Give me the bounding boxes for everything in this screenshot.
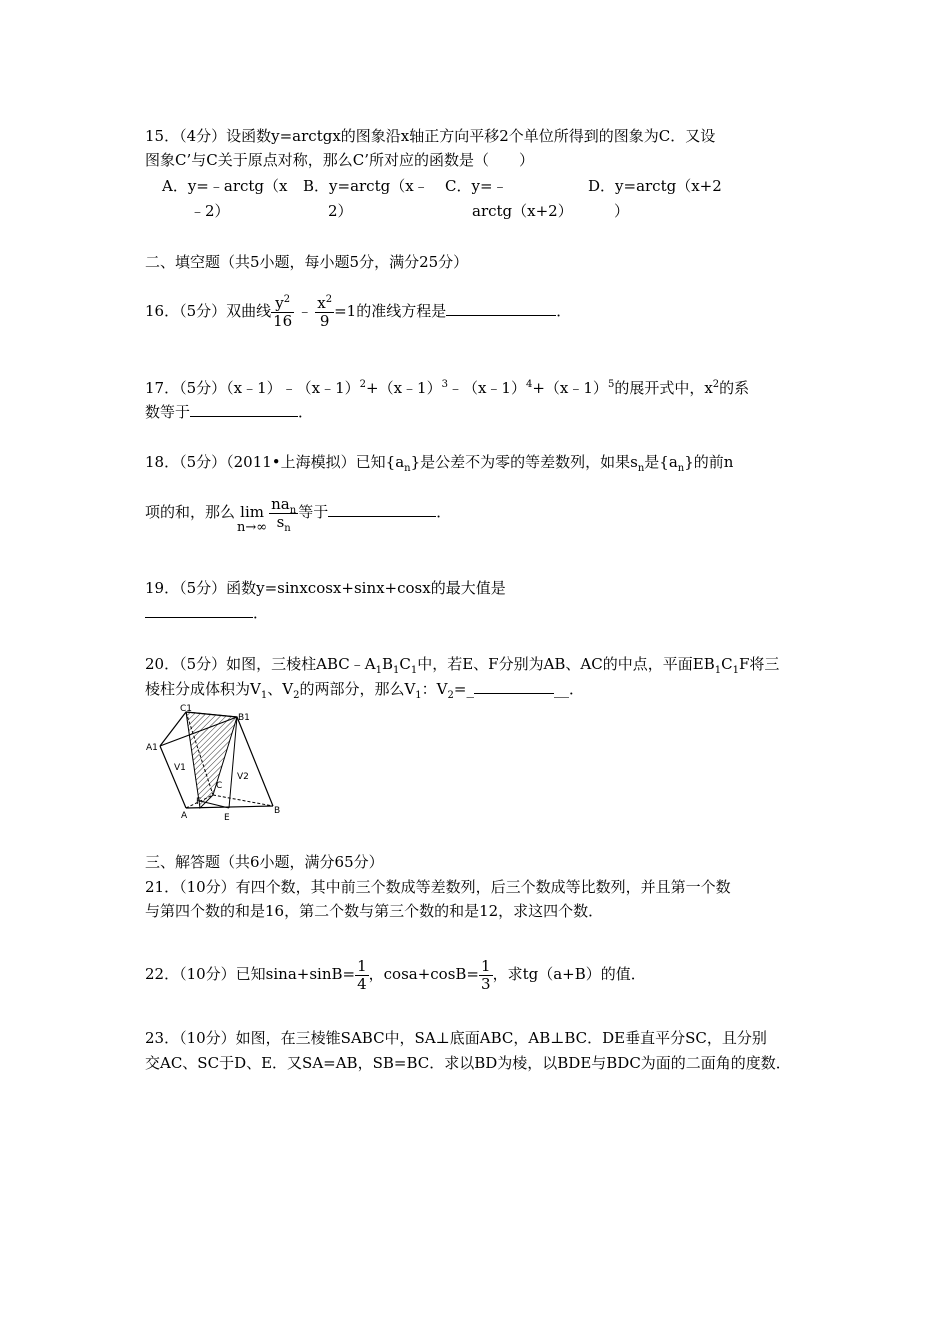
q22-f2-den: 3 [481, 974, 491, 993]
q20-t2d: ：V [421, 680, 448, 698]
q16-equals: =1 [334, 302, 357, 320]
q16-minus: ﹣ [297, 302, 313, 320]
q17-answer-blank[interactable] [190, 402, 298, 417]
q19-line1: 19．（5分）函数y=sinxcosx+sinx+cosx的最大值是 [145, 579, 506, 597]
q20-s4: 1 [714, 665, 722, 676]
q17-text-b: +（x﹣1） [366, 379, 442, 397]
q21-line1: 21．（10分）有四个数，其中前三个数成等差数列，后三个数成等比数列，并且第一个数 [145, 878, 731, 896]
label-v1: V1 [174, 763, 186, 773]
q17-exp4: 4 [525, 379, 533, 390]
q15-line2: 图象C’与C关于原点对称，那么C’所对应的函数是（ ） [145, 151, 534, 169]
q20-s6: 1 [260, 690, 268, 701]
q20-s5: 1 [732, 665, 739, 676]
q20-answer-blank[interactable] [474, 679, 554, 694]
q22-text-a: 22．（10分）已知sina+sinB= [145, 965, 356, 983]
q23-line1: 23．（10分）如图，在三棱锥SABC中，SA⊥底面ABC，AB⊥BC．DE垂直平分SC，且分别 [145, 1029, 767, 1047]
q18-sub3: n [677, 463, 685, 474]
section-heading-answer: 三、解答题（共6小题，满分65分） [145, 853, 384, 871]
q16-answer-blank[interactable] [446, 301, 556, 316]
q18-sub2: n [637, 463, 645, 474]
q20-t1d: 中，若E、F分别为AB、AC的中点，平面EB [417, 655, 715, 673]
q18-text-c: 是{a [644, 453, 678, 471]
q17-text-c: ﹣（x﹣1） [447, 379, 526, 397]
q17-text-a: 17．（5分）（x﹣1）﹣（x﹣1） [145, 379, 360, 397]
q18-text-b: }是公差不为零的等差数列，如果s [410, 453, 638, 471]
q20-t1f: F将三 [738, 655, 780, 673]
q15-line1: 15．（4分）设函数y=arctgx的图象沿x轴正方向平移2个单位所得到的图象为C．又设 [145, 127, 716, 145]
q20-pre-blank: _ [466, 680, 474, 698]
q20-s7: 2 [293, 690, 300, 701]
label-v2: V2 [237, 772, 249, 782]
q22-fraction-2 [479, 958, 493, 993]
q16-fraction-2 [315, 295, 334, 330]
label-c1: C1 [180, 704, 193, 714]
q18-fraction [269, 494, 298, 534]
q16-suffix: 的准线方程是 [356, 302, 447, 320]
q20-t1b: B [381, 655, 393, 673]
edge-a1-a [160, 746, 186, 808]
q20-t2e: = [453, 680, 467, 698]
q18-lim-sub: n→∞ [237, 520, 268, 535]
q19-end: ． [253, 604, 269, 622]
q18-line2 [145, 487, 451, 537]
label-a1: A1 [146, 743, 158, 753]
q20-s8: 1 [415, 690, 422, 701]
q17-end: ． [298, 403, 314, 421]
q15-option-a-line2: ﹣2） [190, 202, 230, 220]
q22 [145, 951, 646, 997]
q16 [145, 288, 571, 334]
q20-post-blank: __ [553, 680, 569, 698]
q16-fraction-1 [271, 295, 294, 330]
q20-line2 [145, 679, 584, 699]
q16-f2-exp: 2 [325, 293, 333, 305]
q20-s2: 1 [392, 665, 400, 676]
q21-line2: 与第四个数的和是16，第二个数与第三个数的和是12，求这四个数． [145, 902, 604, 920]
q20-t2a: 棱柱分成体积为V [145, 680, 261, 698]
q22-f2-num: 1 [481, 956, 491, 975]
q17-text-e: 的展开式中，x [614, 379, 713, 397]
q15-option-b-line2: 2） [328, 202, 353, 220]
q20-end: ． [568, 680, 584, 698]
q20-prism-figure [140, 700, 285, 825]
q16-f2-num: x [317, 293, 326, 312]
q20-line1 [145, 654, 779, 674]
q18-sub1: n [404, 463, 411, 474]
q16-f2-den: 9 [319, 311, 330, 330]
q15-option-c-line2: arctg（x+2） [472, 202, 573, 220]
q15-option-c-line1: C．y=﹣ [445, 177, 508, 195]
q20-t1e: C [721, 655, 733, 673]
label-e: E [224, 813, 230, 823]
q17-exp3: 3 [441, 379, 448, 390]
q17-expx: 2 [712, 379, 720, 390]
q16-f1-den: 16 [273, 311, 293, 330]
q18-text-d: }的前n [684, 453, 734, 471]
q18-text-a: 18．（5分）（2011•上海模拟）已知{a [145, 453, 405, 471]
q22-fraction-1 [355, 958, 369, 993]
q17-line2 [145, 402, 313, 422]
q18-lim-word: lim [240, 503, 264, 521]
q17-text-f: 的系 [719, 379, 750, 397]
label-f: F [196, 797, 202, 807]
q20-t2c: 的两部分，那么V [299, 680, 416, 698]
q18-answer-blank[interactable] [328, 502, 436, 517]
label-a: A [181, 811, 188, 821]
q17-text-d: +（x﹣1） [532, 379, 608, 397]
q15-option-d-line2: ） [614, 202, 630, 220]
q19-line2 [145, 603, 268, 623]
q18-limit [237, 490, 267, 536]
q20-s1: 1 [375, 665, 382, 676]
section-heading-fill-blank: 二、填空题（共5小题，每小题5分，满分25分） [145, 253, 469, 271]
q20-s3: 1 [410, 665, 418, 676]
q15-option-a-line1: A．y=﹣arctg（x [162, 177, 288, 195]
q20-t1a: 20．（5分）如图，三棱柱ABC﹣A [145, 655, 376, 673]
edge-c-b [213, 795, 273, 806]
q15-option-d-line1: D．y=arctg（x+2 [588, 177, 722, 195]
q18-line2-suffix: 等于 [298, 503, 329, 521]
q17-exp2: 2 [359, 379, 367, 390]
label-b1: B1 [238, 713, 250, 723]
q17-exp5: 5 [607, 379, 615, 390]
q22-f1-num: 1 [357, 956, 367, 975]
q20-t2b: 、V [267, 680, 294, 698]
q18-num-sub: n [289, 504, 297, 516]
q17-line2-text: 数等于 [145, 403, 191, 421]
q18-den-sub: n [284, 522, 291, 534]
q16-f1-exp: 2 [283, 293, 291, 305]
q23-line2: 交AC、SC于D、E．又SA=AB，SB=BC．求以BD为棱，以BDE与BDC为面的二面角的度数． [145, 1054, 791, 1072]
label-c: C [216, 781, 223, 791]
q15-option-b-line1: B．y=arctg（x﹣ [303, 177, 429, 195]
edge-b1-b [237, 717, 273, 806]
q19-answer-blank[interactable] [145, 603, 253, 618]
q22-text-b: ，cosa+cosB= [368, 965, 480, 983]
q22-text-c: ，求tg（a+B）的值． [492, 965, 646, 983]
q22-f1-den: 4 [357, 974, 367, 993]
q16-end: ． [556, 302, 572, 320]
q16-prefix: 16．（5分）双曲线 [145, 302, 272, 320]
q17-line1 [145, 378, 749, 398]
q18-end: ． [436, 503, 452, 521]
label-b: B [274, 806, 281, 816]
q16-f1-num: y [275, 293, 284, 312]
q18-line2-text: 项的和，那么 [145, 503, 236, 521]
q18-num: na [271, 494, 290, 513]
q18-den: s [276, 512, 285, 531]
q20-s9: 2 [447, 690, 454, 701]
q20-t1c: C [399, 655, 411, 673]
q18-line1 [145, 452, 733, 472]
